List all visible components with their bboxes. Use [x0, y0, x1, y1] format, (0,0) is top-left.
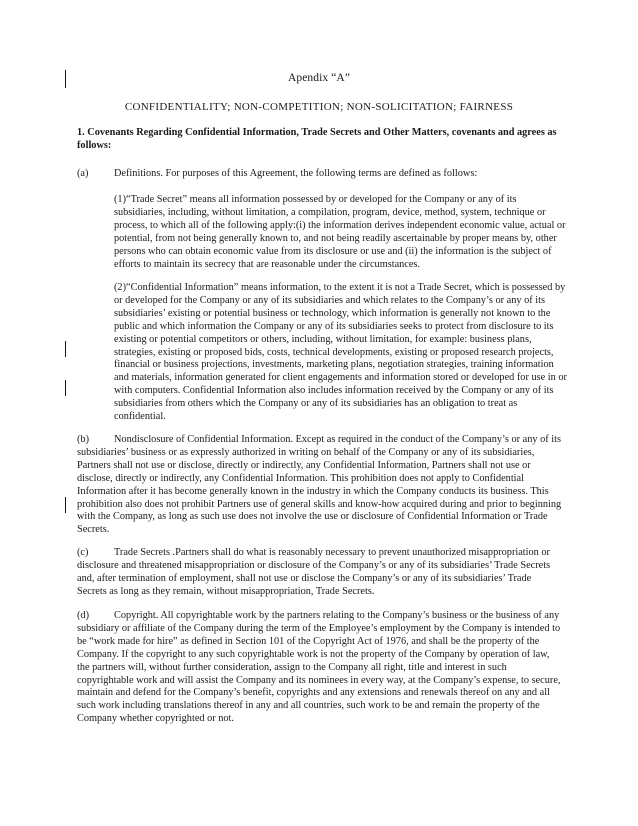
- clause-b-text: Nondisclosure of Confidential Information. Except as required in the conduct of the Company’s or any of its subsidiaries’ business or as expressly authorized in writing on behalf of the Company or any of its subsidiaries, Partners shall not use or disclose, directly or indirectly, any Confidential Information, Partners shall not use or disclose, directly or indirectly, any Confidential Information. This prohibition does not apply to Confidential Information after it has become generally known in the industry in which the Company conducts its business. This prohibition also does not prohibit Partners use of general skills and know-how acquired during and prior to beginning with the Company, as long as such use does not involve the use or disclosure of Confidential Information or Trade Secrets.: [77, 434, 562, 536]
- section-1-title: 1. Covenants Regarding Confidential Information, Trade Secrets and Other Matters, covenants and agrees as follows:: [77, 127, 557, 151]
- clause-c-text: Trade Secrets .Partners shall do what is reasonably necessary to prevent unauthorized misappropriation or disclosure and threatened misappropriation or disclosure of the Company’s or any of its subsidiaries’ Trade Secrets and, after termination of employment, shall not use or disclose the Company’s or any of its subsidiaries’ Trade Secrets as long as they remain, without misappropriation, Trade Secrets.: [77, 547, 551, 597]
- section-heading: CONFIDENTIALITY; NON-COMPETITION; NON-SOLICITATION; FAIRNESS: [124, 101, 514, 113]
- revision-bar: [65, 380, 66, 396]
- clause-d-text: Copyright. All copyrightable work by the partners relating to the Company’s business or the business of any subsidiary or affiliate of the Company during the term of the Employee’s employment by the Company is intended to be “work made for hire” as defined in Section 101 of the Copyright Act of 1976, and shall be the property of the Company. If the copyright to any such copyrightable work is not the property of the Company by operation of law, the partners will, without further consideration, assign to the Company all right, title and interest in such copyrightable work and will assist the Company and its nominees in every way, at the Company’s expense, to secure, maintain and defend for the Company’s benefit, copyrights and any extensions and renewals thereof on any and all such work including translations thereof in any and all countries, such work to be and remain the property of the Company whether copyrighted or not.: [77, 610, 561, 725]
- clause-a-label: (a): [77, 168, 89, 179]
- appendix-title: Apendix “A”: [287, 72, 351, 84]
- revision-bar: [65, 497, 66, 513]
- clause-b-label: (b): [77, 434, 90, 445]
- clause-a-text: Definitions. For purposes of this Agreement, the following terms are defined as follows:: [114, 168, 478, 179]
- definition-trade-secret: (1)“Trade Secret” means all information possessed by or developed for the Company or any of its subsidiaries, including, without limitation, a compilation, program, device, method, system, technique or process, to which all of the following apply:(i) the information derives independent economic value, actual or potential, from not being generally known to, and not being readily ascertainable by proper means by, other persons who can obtain economic value from its disclosure or use and (ii) the information is the subject of efforts to maintain its secrecy that are reasonable under the circumstances.: [114, 194, 566, 270]
- revision-bar: [65, 341, 66, 357]
- definition-confidential-information: (2)“Confidential Information” means information, to the extent it is not a Trade Secret, which is possessed by or developed for the Company or any of its subsidiaries and which relates to the Company’s or any of its subsidiaries’ existing or potential business or technology, which information is generally not known to the public and which information the Company or any of its subsidiaries seeks to protect from disclosure to its existing or potential competitors or others, including, without limitation, for example: business plans, strategies, existing or proposed bids, costs, technical developments, existing or proposed research projects, financial or business projections, investments, marketing plans, negotiation strategies, training information and materials, information generated for client engagements and information stored or developed for use in or with computers. Confidential Information also includes information received by the Company or any of its subsidiaries from others which the Company or any of its subsidiaries has an obligation to treat as confidential.: [114, 282, 567, 423]
- clause-d-label: (d): [77, 610, 90, 621]
- clause-c-label: (c): [77, 547, 89, 558]
